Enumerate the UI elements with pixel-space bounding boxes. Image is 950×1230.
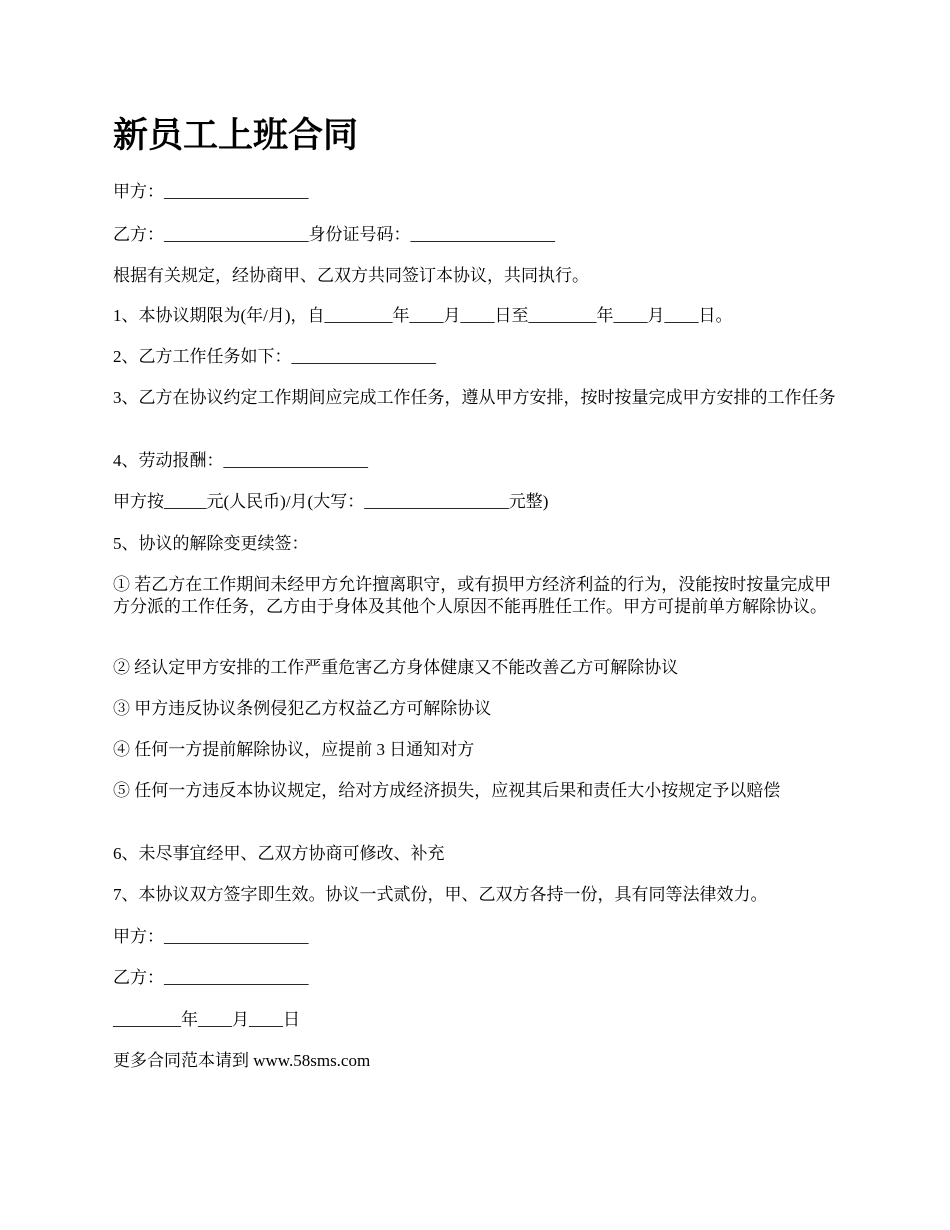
termination-item-5: ⑤ 任何一方违反本协议规定，给对方成经济损失，应视其后果和责任大小按规定予以赔偿: [113, 781, 781, 800]
document-title: 新员工上班合同: [113, 116, 359, 155]
clause-2-tasks: 2、乙方工作任务如下：_________________: [113, 347, 436, 366]
footer-more-templates: 更多合同范本请到 www.58sms.com: [113, 1051, 371, 1070]
signature-date: ________年____月____日: [113, 1010, 300, 1029]
clause-1-term: 1、本协议期限为(年/月)，自________年____月____日至________年____月____日。: [113, 306, 733, 325]
party-b-id-line: 乙方：_________________身份证号码：_________________: [113, 225, 555, 244]
clause-3-duties: 3、乙方在协议约定工作期间应完成工作任务，遵从甲方安排，按时按量完成甲方安排的工作任务: [113, 388, 836, 407]
signature-party-b: 乙方：_________________: [113, 968, 309, 987]
termination-item-4: ④ 任何一方提前解除协议，应提前 3 日通知对方: [113, 740, 475, 759]
termination-item-1: ① 若乙方在工作期间未经甲方允许擅离职守，或有损甲方经济利益的行为，没能按时按量完成甲方分派的工作任务，乙方由于身体及其他个人原因不能再胜任工作。甲方可提前单方解除协议。: [113, 575, 832, 616]
preamble-paragraph: 根据有关规定，经协商甲、乙双方共同签订本协议，共同执行。: [113, 266, 589, 285]
termination-item-3: ③ 甲方违反协议条例侵犯乙方权益乙方可解除协议: [113, 699, 492, 718]
termination-item-2: ② 经认定甲方安排的工作严重危害乙方身体健康又不能改善乙方可解除协议: [113, 658, 679, 677]
party-a-line: 甲方：_________________: [113, 182, 309, 201]
signature-party-a: 甲方：_________________: [113, 927, 309, 946]
clause-5-termination: 5、协议的解除变更续签：: [113, 534, 309, 553]
payment-amount-line: 甲方按_____元(人民币)/月(大写：_________________元整): [113, 492, 549, 511]
clause-6-supplement: 6、未尽事宜经甲、乙双方协商可修改、补充: [113, 844, 445, 863]
clause-4-remuneration: 4、劳动报酬：_________________: [113, 451, 368, 470]
clause-7-effect: 7、本协议双方签字即生效。协议一式贰份，甲、乙双方各持一份，具有同等法律效力。: [113, 885, 768, 904]
